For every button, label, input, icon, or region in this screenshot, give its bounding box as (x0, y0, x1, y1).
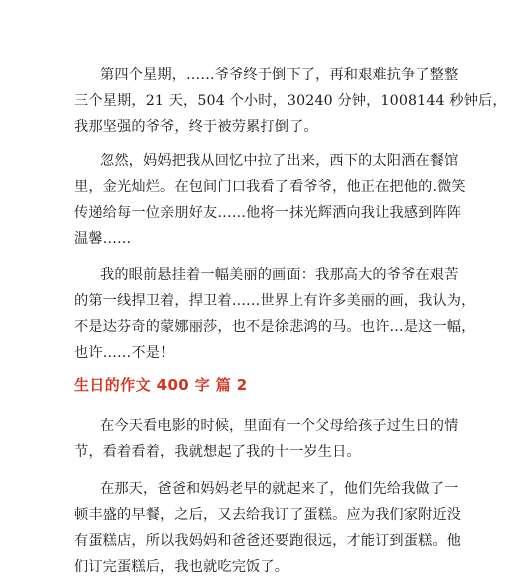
paragraph-line: 温馨…… (74, 231, 132, 247)
paragraph-line: 的第一线捍卫着，捍卫着……世界上有许多美丽的画，我认为， (74, 293, 476, 309)
paragraph-line: 里，金光灿烂。在包间门口我看了看爷爷，他正在把他的.微笑 (74, 179, 466, 195)
paragraph-line: 第四个星期，……爷爷终于倒下了，再和艰难抗争了整整 (100, 67, 459, 83)
paragraph-line: 在今天看电影的时候，里面有一个父母给孩子过生日的情 (100, 418, 459, 434)
paragraph-line: 我那坚强的爷爷，终于被劳累打倒了。 (74, 119, 318, 135)
paragraph-line: 顿丰盛的早餐，之后，又去给我订了蛋糕。应为我们家附近没 (74, 507, 462, 523)
section-heading: 生日的作文 400 字 篇 2 (74, 376, 248, 394)
paragraph-line: 有蛋糕店，所以我妈妈和爸爸还要跑很远，才能订到蛋糕。他 (74, 533, 462, 549)
paragraph-line: 也许……不是！ (74, 345, 175, 361)
paragraph-line: 传递给每一位亲朋好友……他将一抹光辉洒向我让我感到阵阵 (74, 205, 462, 221)
paragraph-line: 三个星期，21 天，504 个小时，30240 分钟，1008144 秒钟后， (74, 93, 507, 109)
paragraph-line: 在那天，爸爸和妈妈老早的就起来了，他们先给我做了一 (100, 481, 459, 497)
paragraph-line: 不是达芬奇的蒙娜丽莎，也不是徐悲鸿的马。也许…是这一幅， (74, 319, 476, 335)
paragraph-line: 忽然，妈妈把我从回忆中拉了出来，西下的太阳洒在餐馆 (100, 153, 459, 169)
paragraph-line: 们订完蛋糕后，我也就吃完饭了。 (74, 559, 290, 575)
paragraph-line: 我的眼前悬挂着一幅美丽的画面：我那高大的爷爷在艰苦 (100, 267, 459, 283)
paragraph-line: 节，看着看着，我就想起了我的十一岁生日。 (74, 444, 361, 460)
